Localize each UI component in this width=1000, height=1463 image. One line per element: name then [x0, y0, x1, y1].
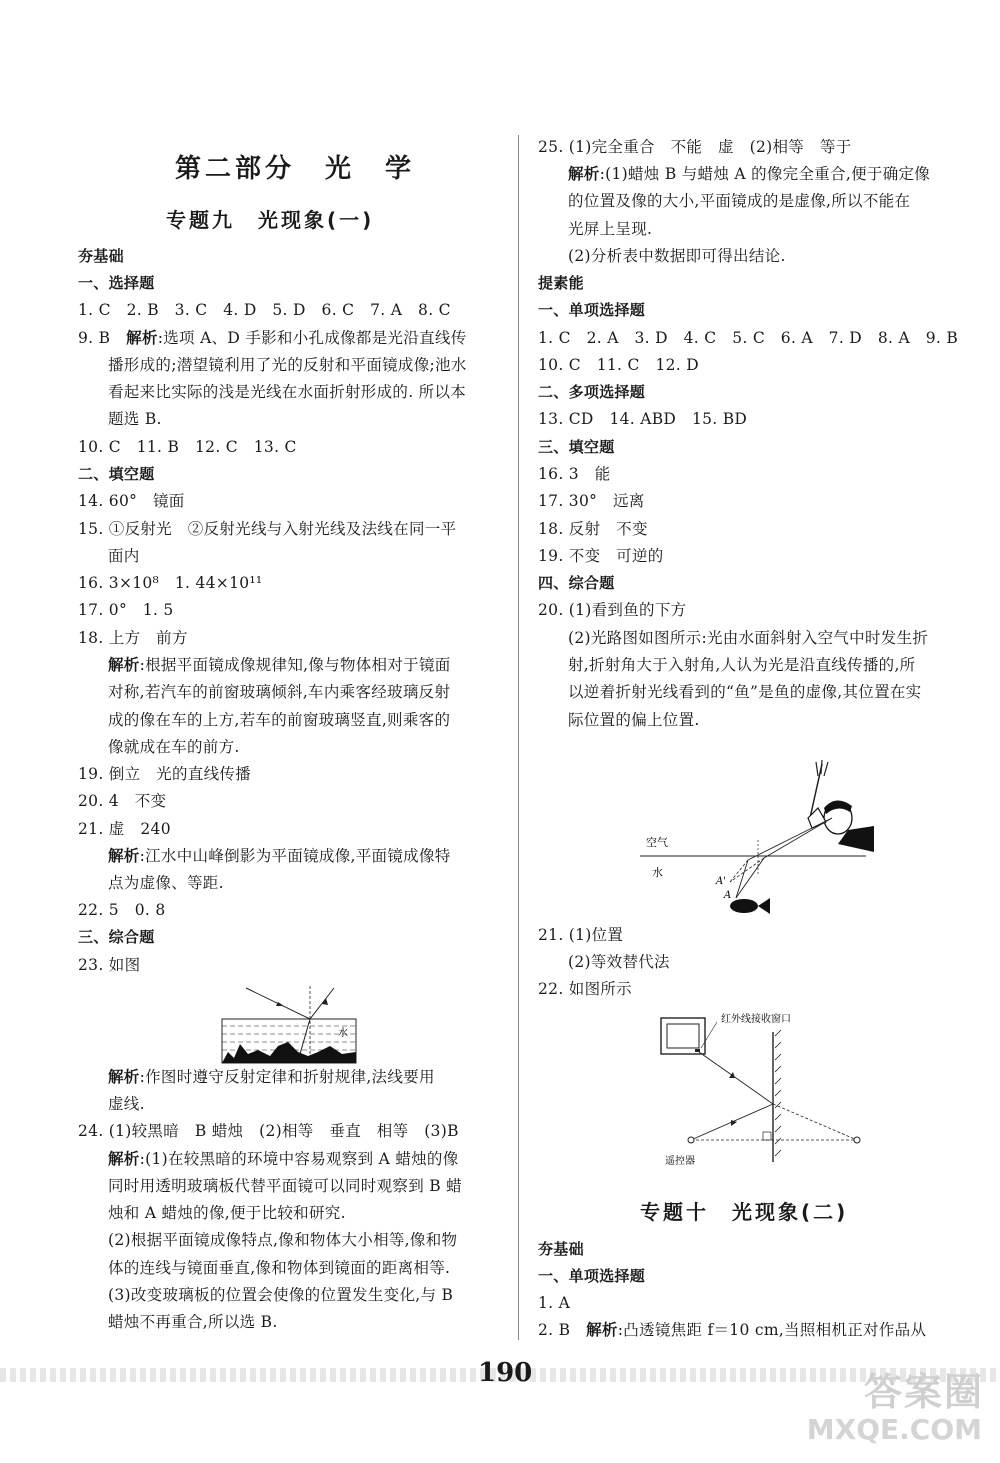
answer-num: 9. B [78, 329, 127, 347]
analysis-label: 解析 [108, 656, 140, 674]
analysis-label: 解析 [108, 1150, 140, 1168]
section-single-choice: 一、单项选择题 [538, 1267, 646, 1285]
analysis-text: (3)改变玻璃板的位置会使像的位置发生变化,与 B [108, 1286, 454, 1304]
analysis-line [568, 164, 930, 184]
analysis-line [108, 1149, 459, 1169]
analysis-text: 题选 B. [108, 410, 162, 428]
reflection-refraction-figure [218, 984, 358, 1064]
answer-line: 16. 3×10⁸ 1. 44×10¹¹ [78, 574, 263, 592]
analysis-text: 际位置的偏上位置. [568, 711, 700, 729]
remote-label: 遥控器 [665, 1156, 695, 1167]
answer-line [538, 1320, 926, 1340]
topic-9-title: 专题九 光现象(一) [166, 208, 375, 232]
answer-line: 1. C 2. A 3. D 4. C 5. C 6. A 7. D 8. A 9. B [538, 329, 959, 347]
air-label: 空气 [646, 836, 668, 849]
answer-num: 2. B [538, 1321, 587, 1339]
section-multi-choice: 二、多项选择题 [538, 383, 646, 401]
analysis-text: 播形成的;潜望镜利用了光的反射和平面镜成像;池水 [108, 356, 467, 374]
analysis-text: (2)分析表中数据即可得出结论. [568, 247, 786, 265]
answer-line: 1. C 2. B 3. C 4. D 5. D 6. C 7. A 8. C [78, 301, 451, 319]
answer-line: 25. (1)完全重合 不能 虚 (2)相等 等于 [538, 138, 852, 156]
section-hangjichu: 夯基础 [78, 247, 124, 265]
analysis-text: 光屏上呈现. [568, 220, 653, 238]
analysis-text: 像就成在车的前方. [108, 738, 240, 756]
answer-line: 21. 虚 240 [78, 820, 171, 838]
analysis-line [108, 1067, 435, 1087]
answer-line: 13. CD 14. ABD 15. BD [538, 410, 748, 428]
answer-line: 1. A [538, 1294, 571, 1312]
analysis-text: 同时用透明玻璃板代替平面镜可以同时观察到 B 蜡 [108, 1177, 462, 1195]
analysis-text: :江水中山峰倒影为平面镜成像,平面镜成像特 [139, 847, 451, 865]
section-tisuneng: 提素能 [538, 274, 584, 292]
section-comprehensive: 四、综合题 [538, 574, 615, 592]
fisherman-refraction-figure [640, 760, 880, 920]
section-hangjichu: 夯基础 [538, 1240, 584, 1258]
analysis-text: 的位置及像的大小,平面镜成的是虚像,所以不能在 [568, 192, 911, 210]
analysis-text: (2)根据平面镜成像特点,像和物体大小相等,像和物 [108, 1231, 458, 1249]
answer-line: 14. 60° 镜面 [78, 492, 185, 510]
answer-line: 18. 上方 前方 [78, 629, 188, 647]
analysis-text: 蜡烛不再重合,所以选 B. [108, 1313, 278, 1331]
answer-line: 10. C 11. C 12. D [538, 356, 699, 374]
answer-line: 24. (1)较黑暗 B 蜡烛 (2)相等 垂直 相等 (3)B [78, 1122, 459, 1140]
section-single-choice: 一、单项选择题 [538, 301, 646, 319]
ir-window-label: 红外线接收窗口 [721, 1014, 791, 1025]
answer-line: 17. 30° 远离 [538, 492, 645, 510]
watermark-logo [790, 1355, 990, 1455]
analysis-text: (2)光路图如图所示:光由水面斜射入空气中时发生折 [568, 629, 929, 647]
analysis-label: 解析 [108, 847, 140, 865]
analysis-label: 解析 [126, 329, 158, 347]
topic-10-title: 专题十 光现象(二) [640, 1200, 849, 1224]
analysis-text: :(1)在较黑暗的环境中容易观察到 A 蜡烛的像 [139, 1150, 459, 1168]
analysis-label: 解析 [586, 1321, 618, 1339]
analysis-text: 烛和 A 蜡烛的像,便于比较和研究. [108, 1204, 346, 1222]
answer-line: 23. 如图 [78, 956, 141, 974]
part-title: 第二部分 光 学 [175, 154, 416, 184]
answer-line: 15. ①反射光 ②反射光线与入射光线及法线在同一平 [78, 520, 457, 538]
water-label: 水 [652, 866, 663, 879]
answer-line: 面内 [108, 547, 140, 565]
answer-line: 10. C 11. B 12. C 13. C [78, 438, 297, 456]
analysis-text: 以逆着折射光线看到的“鱼”是鱼的虚像,其位置在实 [568, 683, 922, 701]
analysis-text: 虚线. [108, 1095, 145, 1113]
analysis-text: 体的连线与镜面垂直,像和物体到镜面的距离相等. [108, 1259, 451, 1277]
section-comprehensive: 三、综合题 [78, 928, 155, 946]
answer-line: 20. 4 不变 [78, 792, 167, 810]
answer-line: 19. 倒立 光的直线传播 [78, 765, 251, 783]
answer-line: 19. 不变 可逆的 [538, 547, 664, 565]
analysis-text: :(1)蜡烛 B 与蜡烛 A 的像完全重合,便于确定像 [599, 165, 931, 183]
analysis-text: 射,折射角大于入射角,人认为光是沿直线传播的,所 [568, 656, 916, 674]
watermark-text: 答案圈 [863, 1370, 984, 1414]
a-prime-label: A' [716, 876, 726, 887]
page-number: 190 [478, 1358, 533, 1388]
analysis-text: :根据平面镜成像规律知,像与物体相对于镜面 [139, 656, 451, 674]
answer-line: 16. 3 能 [538, 465, 611, 483]
remote-reflection-figure [655, 1008, 870, 1170]
analysis-text: 看起来比实际的浅是光线在水面折射形成的. 所以本 [108, 383, 467, 401]
section-choice: 一、选择题 [78, 274, 155, 292]
analysis-label: 解析 [568, 165, 600, 183]
analysis-text: :凸透镜焦距 f＝10 cm,当照相机正对作品从 [617, 1321, 927, 1339]
answer-line: 18. 反射 不变 [538, 520, 648, 538]
analysis-text: :作图时遵守反射定律和折射规律,法线要用 [139, 1068, 435, 1086]
section-fill: 二、填空题 [78, 465, 155, 483]
analysis-text: 点为虚像、等距. [108, 874, 224, 892]
column-divider [518, 135, 519, 1340]
water-label: 水 [338, 1028, 348, 1039]
analysis-text: 成的像在车的上方,若车的前窗玻璃竖直,则乘客的 [108, 711, 451, 729]
answer-line: 20. (1)看到鱼的下方 [538, 601, 687, 619]
analysis-text: :选项 A、D 手影和小孔成像都是光沿直线传 [157, 329, 467, 347]
a-label: A [724, 890, 732, 901]
analysis-line [108, 655, 451, 675]
answer-line: 21. (1)位置 [538, 926, 624, 944]
answer-line: 17. 0° 1. 5 [78, 601, 174, 619]
analysis-line [108, 846, 451, 866]
watermark-url: MXQE.COM [806, 1413, 982, 1446]
section-fill: 三、填空题 [538, 438, 615, 456]
answer-line: (2)等效替代法 [568, 953, 670, 971]
analysis-text: 对称,若汽车的前窗玻璃倾斜,车内乘客经玻璃反射 [108, 683, 451, 701]
answer-line: 22. 如图所示 [538, 980, 632, 998]
answer-line: 22. 5 0. 8 [78, 901, 166, 919]
answer-line [78, 328, 467, 348]
analysis-label: 解析 [108, 1068, 140, 1086]
